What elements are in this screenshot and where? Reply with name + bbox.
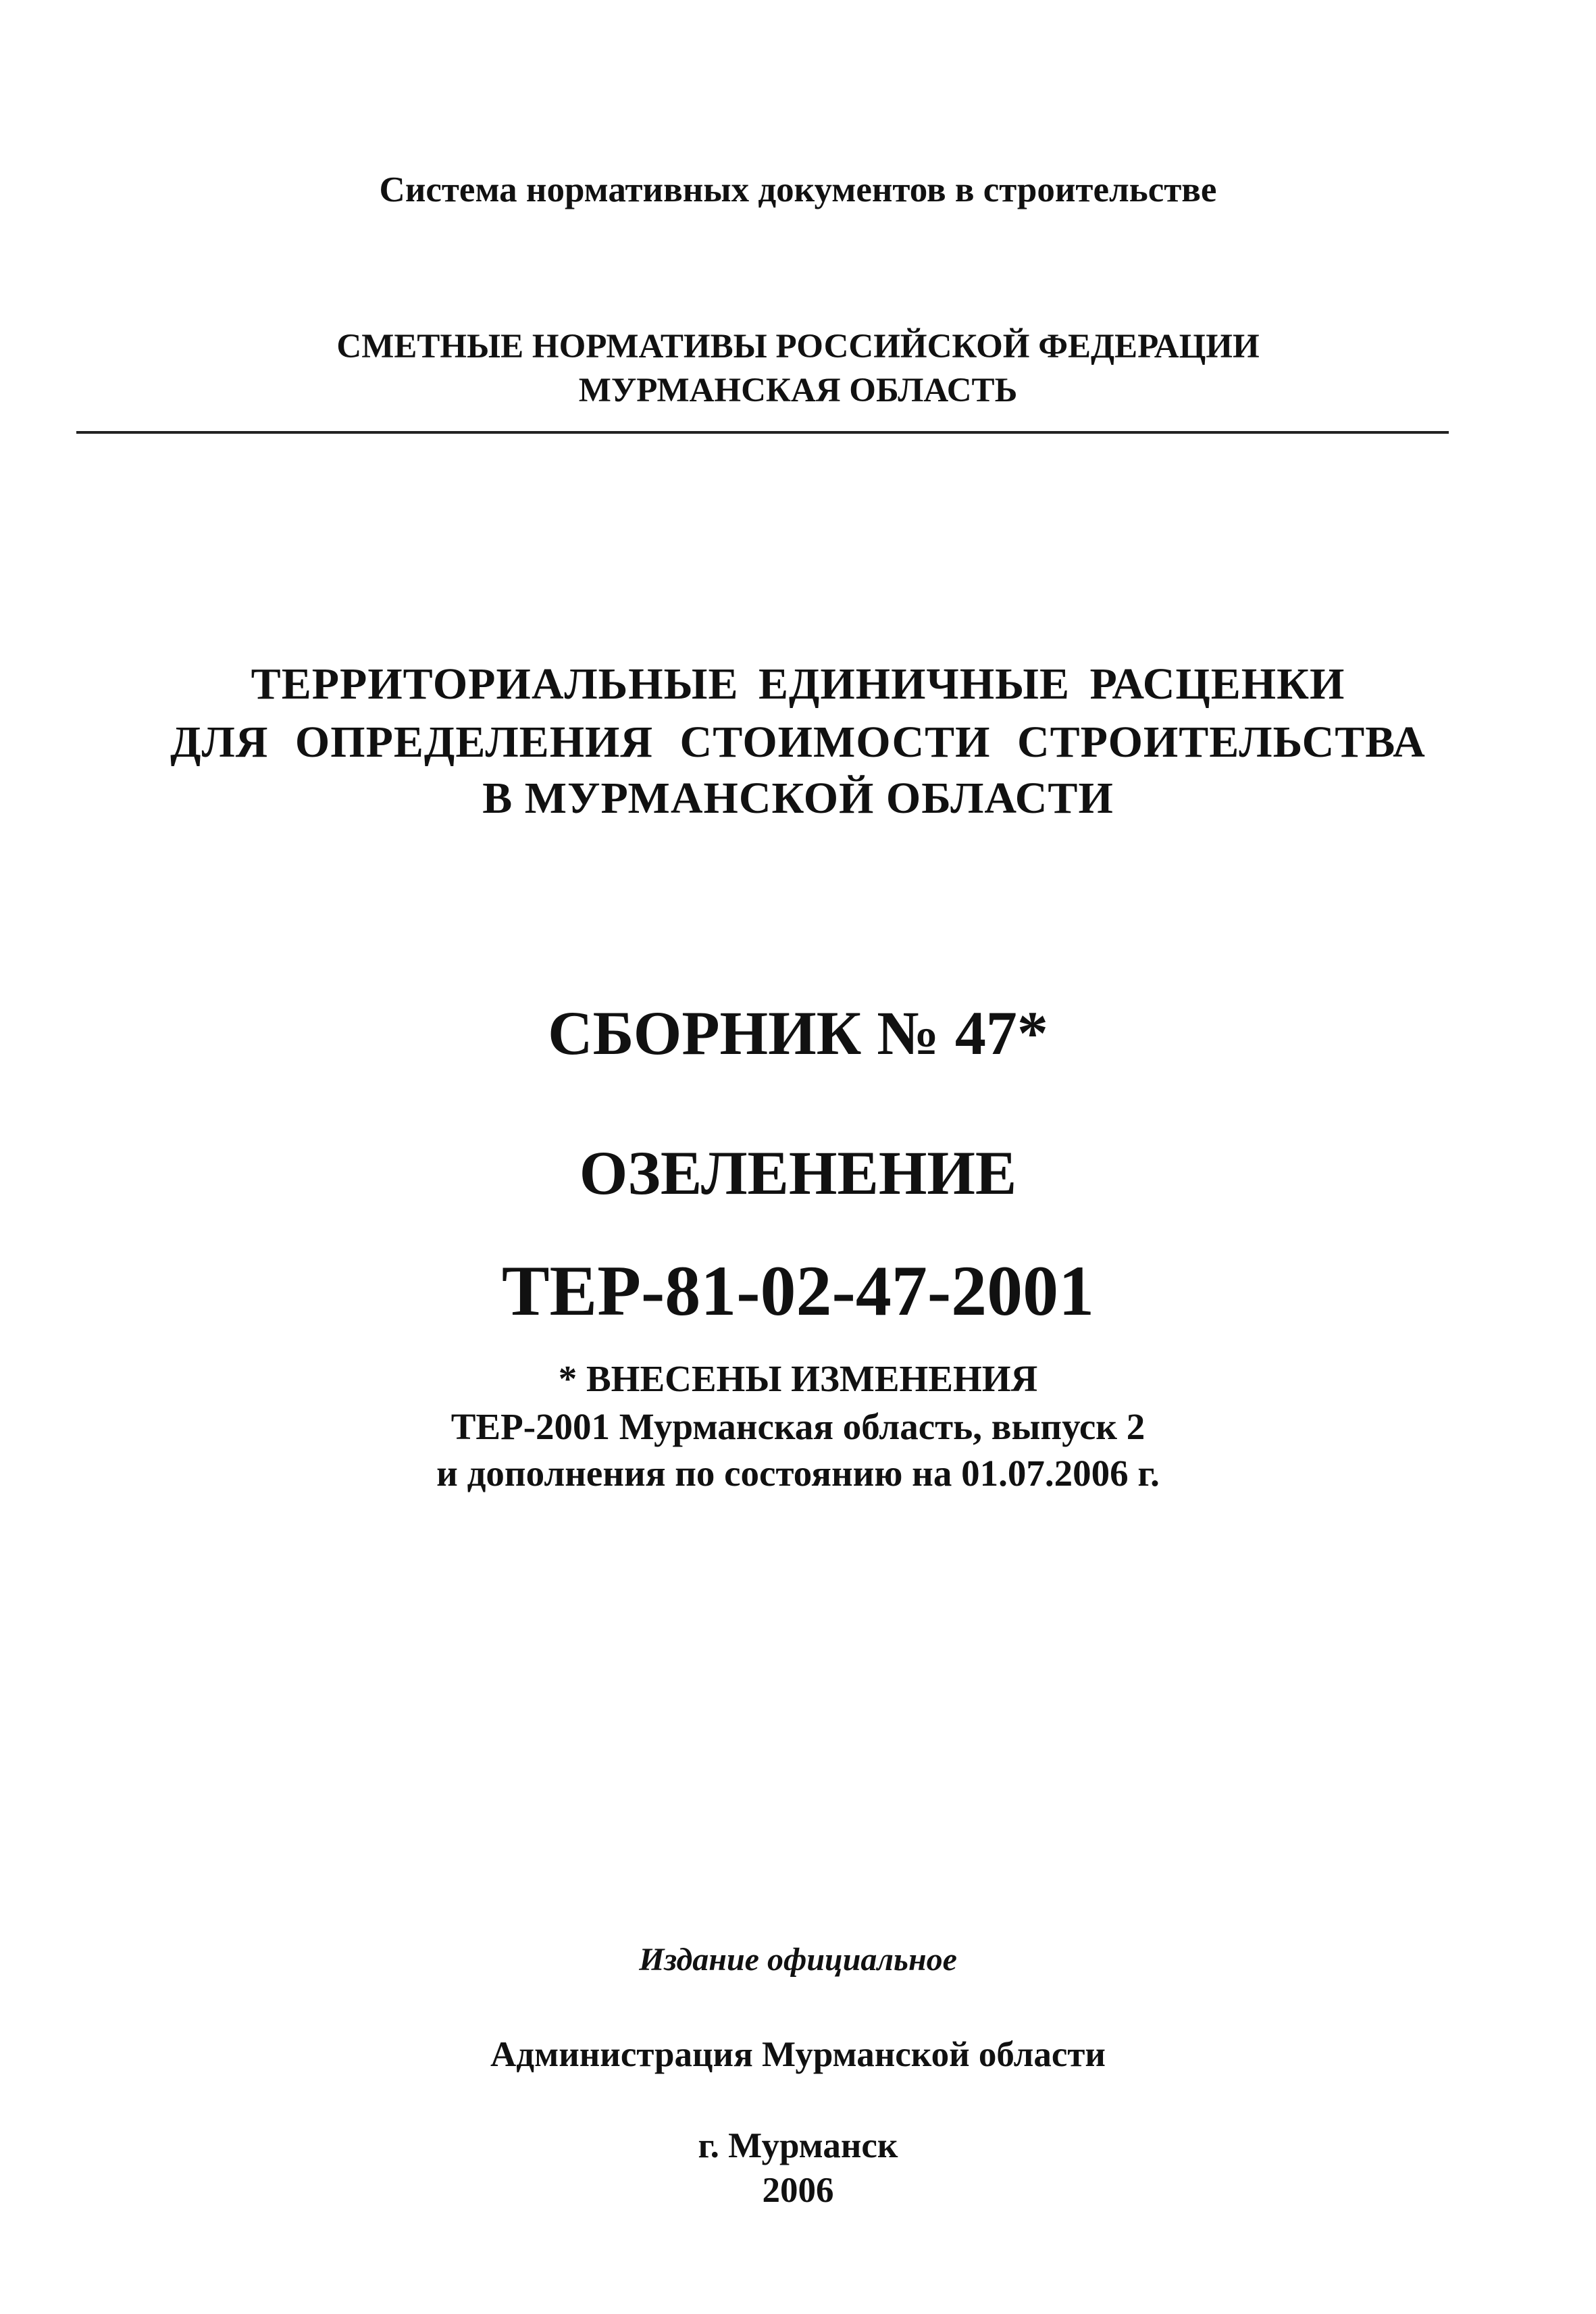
collection-number: СБОРНИК № 47* xyxy=(548,999,1048,1067)
changes-note-line-3: и дополнения по состоянию на 01.07.2006 г. xyxy=(436,1453,1160,1494)
document-code: ТЕР-81-02-47-2001 xyxy=(501,1251,1095,1330)
collection-subject: ОЗЕЛЕНЕНИЕ xyxy=(579,1138,1017,1207)
document-title-line-2: ДЛЯ ОПРЕДЕЛЕНИЯ СТОИМОСТИ СТРОИТЕЛЬСТВА xyxy=(170,718,1426,767)
publisher: Администрация Мурманской области xyxy=(490,2035,1106,2074)
changes-note-line-2: ТЕР-2001 Мурманская область, выпуск 2 xyxy=(451,1406,1145,1447)
publication-city: г. Мурманск xyxy=(698,2126,898,2165)
header-divider xyxy=(76,431,1449,434)
national-norms-heading: СМЕТНЫЕ НОРМАТИВЫ РОССИЙСКОЙ ФЕДЕРАЦИИ xyxy=(336,328,1260,366)
series-title: Система нормативных документов в строительстве xyxy=(379,170,1217,209)
document-title-line-3: В МУРМАНСКОЙ ОБЛАСТИ xyxy=(482,774,1114,823)
region-heading: МУРМАНСКАЯ ОБЛАСТЬ xyxy=(578,372,1018,409)
edition-note: Издание официальное xyxy=(639,1942,957,1978)
document-title-line-1: ТЕРРИТОРИАЛЬНЫЕ ЕДИНИЧНЫЕ РАСЦЕНКИ xyxy=(251,659,1345,709)
changes-note-line-1: * ВНЕСЕНЫ ИЗМЕНЕНИЯ xyxy=(558,1358,1038,1399)
publication-year: 2006 xyxy=(762,2171,834,2210)
